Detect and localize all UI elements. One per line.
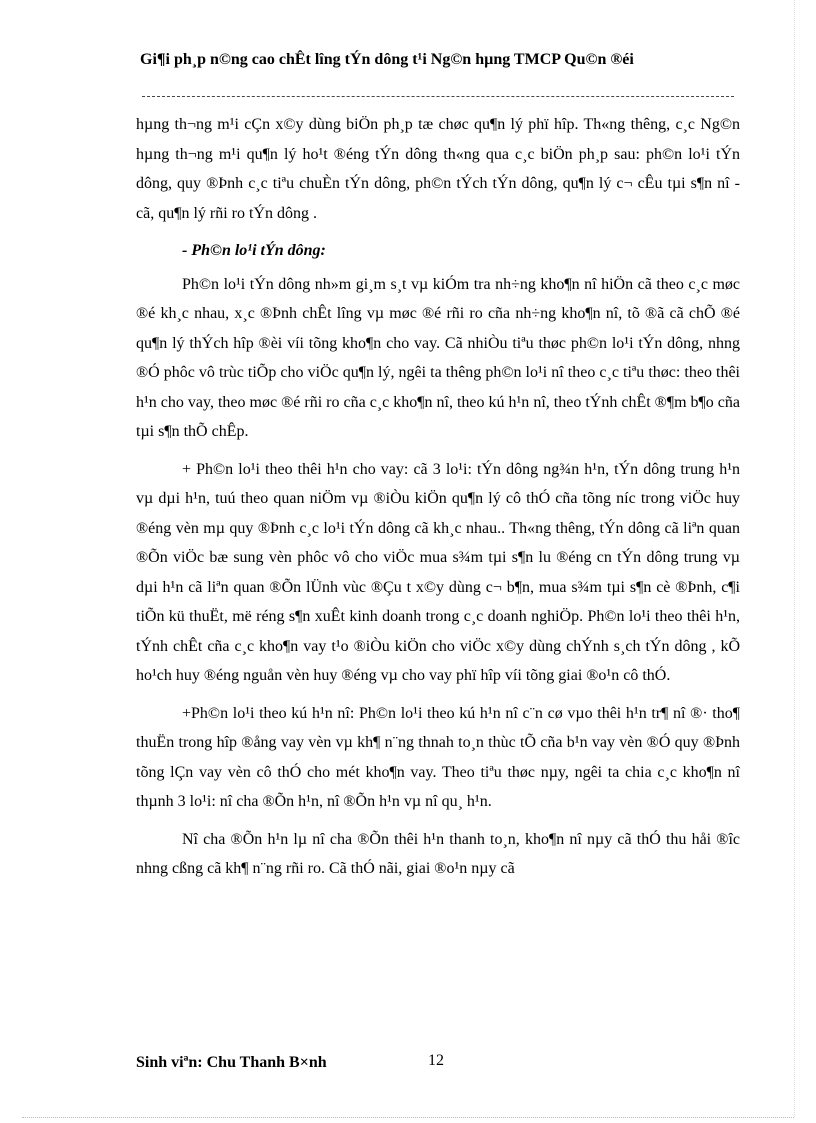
page-right-border [794, 0, 795, 1117]
paragraph: Nî cha ®Õn h¹n lµ nî cha ®Õn thêi h¹n thanh to¸n, kho¶n nî nµy cã thÓ thu håi ®îc nhng cßng cã kh¶ n¨ng rñi ro. Cã thÓ nãi, giai ®o¹n nµy cã [136, 830, 740, 877]
page-number: 12 [428, 1052, 444, 1069]
paragraph: hµng th¬ng m¹i cÇn x©y dùng biÖn ph¸p tæ chøc qu¶n lý phï hîp. Th«ng thêng, c¸c Ng©n hµng th¬ng m¹i qu¶n lý ho¹t ®éng tÝn dông th«ng qua c¸c biÖn ph¸p sau: ph©n lo¹i tÝn dông, quy ®Þnh c¸c tiªu chuÈn tÝn dông, ph©n tÝch tÝn dông, qu¶n lý c¬ cÊu tµi s¶n nî - cã, qu¶n lý rñi ro tÝn dông . [136, 116, 740, 222]
footer-author: Sinh viªn: Chu Thanh B×nh [136, 1054, 327, 1071]
paragraph: +Ph©n lo¹i theo kú h¹n nî: Ph©n lo¹i theo kú h¹n nî c¨n cø vµo thêi h¹n tr¶ nî ®· tho¶ thuËn trong hîp ®ång vay vèn vµ kh¶ n¨ng thnah to¸n thùc tÕ cña b¹n vay vèn ®Ó quy ®Þnh tõng lÇn vay vèn cô thÓ cho mét kho¶n vay. Theo tiªu thøc nµy, ngêi ta chia c¸c kho¶n nî thµnh 3 lo¹i: nî cha ®Õn h¹n, nî ®Õn h¹n vµ nî qu¸ h¹n. [136, 704, 740, 810]
page-header-title: Gi¶i ph¸p n©ng cao chÊt lîng tÝn dông t¹i Ng©n hµng TMCP Qu©n ®éi [140, 51, 634, 68]
document-body [136, 110, 740, 892]
section-heading: - Ph©n lo¹i tÝn dông: [182, 242, 326, 259]
page-bottom-border [22, 1117, 794, 1118]
paragraph: Ph©n lo¹i tÝn dông nh»m gi¸m s¸t vµ kiÓm tra nh÷ng kho¶n nî hiÖn cã theo c¸c møc ®é kh¸c nhau, x¸c ®Þnh chÊt lîng vµ møc ®é rñi ro cña nh÷ng kho¶n nî, tõ ®ã cã chÕ ®é qu¶n lý thÝch hîp ®èi víi tõng kho¶n cho vay. Cã nhiÒu tiªu thøc ph©n lo¹i tÝn dông, nhng ®Ó phôc vô trùc tiÕp cho viÖc qu¶n lý, ngêi ta thêng ph©n lo¹i nî theo c¸c tiªu thøc: theo thêi h¹n cho vay, theo møc ®é rñi ro cña c¸c kho¶n nî, theo kú h¹n nî, theo tÝnh chÊt ®¶m b¶o cña tµi s¶n thÕ chÊp. [136, 275, 740, 440]
header-divider [142, 96, 734, 97]
paragraph: + Ph©n lo¹i theo thêi h¹n cho vay: cã 3 lo¹i: tÝn dông ng¾n h¹n, tÝn dông trung h¹n vµ dµi h¹n, tuú theo quan niÖm vµ ®iÒu kiÖn qu¶n lý cô thÓ cña tõng níc trong viÖc huy ®éng vèn mµ quy ®Þnh c¸c lo¹i tÝn dông cã kh¸c nhau.. Th«ng thêng, tÝn dông cã liªn quan ®Õn viÖc bæ sung vèn phôc vô cho viÖc mua s¾m tµi s¶n lu ®éng cn tÝn dông trung vµ dµi h¹n cã liªn quan ®Õn lÜnh vùc ®Çu t x©y dùng c¬ b¶n, mua s¾m tµi s¶n cè ®Þnh, c¶i tiÕn kü thuËt, më réng s¶n xuÊt kinh doanh trong c¸c doanh nghiÖp. Ph©n lo¹i theo thêi h¹n, tÝnh chÊt cña c¸c kho¶n vay t¹o ®iÒu kiÖn cho viÖc x©y dùng chÝnh s¸ch tÝn dông , kÕ ho¹ch huy ®éng nguån vèn huy ®éng vµ cho vay phï hîp víi tõng giai ®o¹n cô thÓ. [136, 460, 740, 684]
